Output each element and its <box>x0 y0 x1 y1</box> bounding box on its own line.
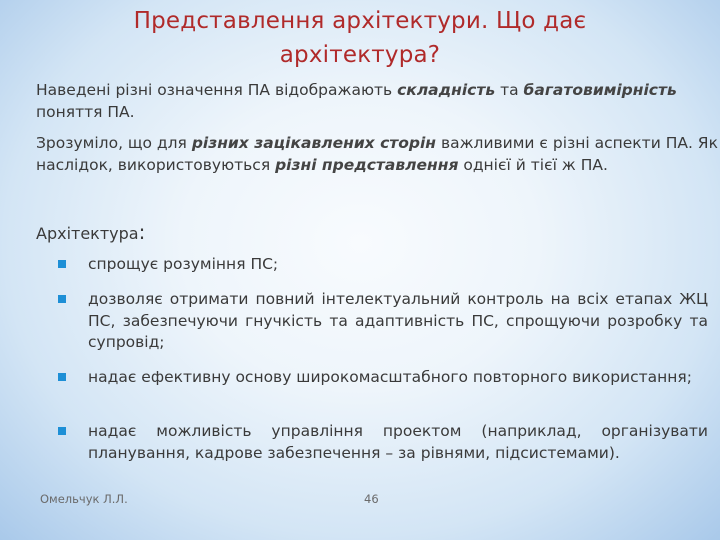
list-item-text: дозволяє отримати повний інтелектуальний контроль на всіх етапах ЖЦ ПС, забезпечуючи гнучкість та адаптивність ПС, спрощуючи розробку та супровід; <box>88 290 708 351</box>
slide-title: Представлення архітектури. Що дає архітектура? <box>133 8 587 68</box>
stakeholders-text-1: Зрозуміло, що для <box>36 134 192 152</box>
benefits-list <box>58 254 708 464</box>
architecture-heading <box>36 220 145 246</box>
list-item <box>58 367 708 421</box>
list-item <box>58 421 708 464</box>
architecture-colon: : <box>138 220 146 244</box>
list-item <box>58 254 708 289</box>
stakeholders-text-2: важливими є різні аспекти ПА. Як наслідок, використовуються <box>36 134 718 174</box>
stakeholders-emphasis-1: різних зацікавлених сторін <box>191 134 437 152</box>
architecture-label: Архітектура <box>36 224 139 243</box>
square-bullet-icon <box>58 373 66 381</box>
square-bullet-icon <box>58 295 66 303</box>
stakeholders-paragraph <box>8 132 720 176</box>
page-number: 46 <box>364 492 379 506</box>
intro-paragraph <box>8 79 720 123</box>
intro-text-2: та <box>495 81 524 99</box>
list-item-text: спрощує розуміння ПС; <box>88 255 279 273</box>
footer-author: Омельчук Л.Л. <box>40 492 128 506</box>
square-bullet-icon <box>58 427 66 435</box>
list-item <box>58 289 708 367</box>
list-item-text: надає ефективну основу широкомасштабного повторного використання; <box>88 368 692 386</box>
stakeholders-text-3: однієї й тієї ж ПА. <box>458 156 608 174</box>
square-bullet-icon <box>58 260 66 268</box>
intro-emphasis-1: складність <box>397 81 496 99</box>
stakeholders-emphasis-2: різні представлення <box>275 156 459 174</box>
intro-emphasis-2: багатовимірність <box>523 81 677 99</box>
list-item-text: надає можливість управління проектом (наприклад, організувати планування, кадрове забезпечення – за рівнями, підсистемами). <box>88 422 708 462</box>
intro-text-3: поняття ПА. <box>36 103 135 121</box>
intro-text-1: Наведені різні означення ПА відображають <box>36 81 398 99</box>
